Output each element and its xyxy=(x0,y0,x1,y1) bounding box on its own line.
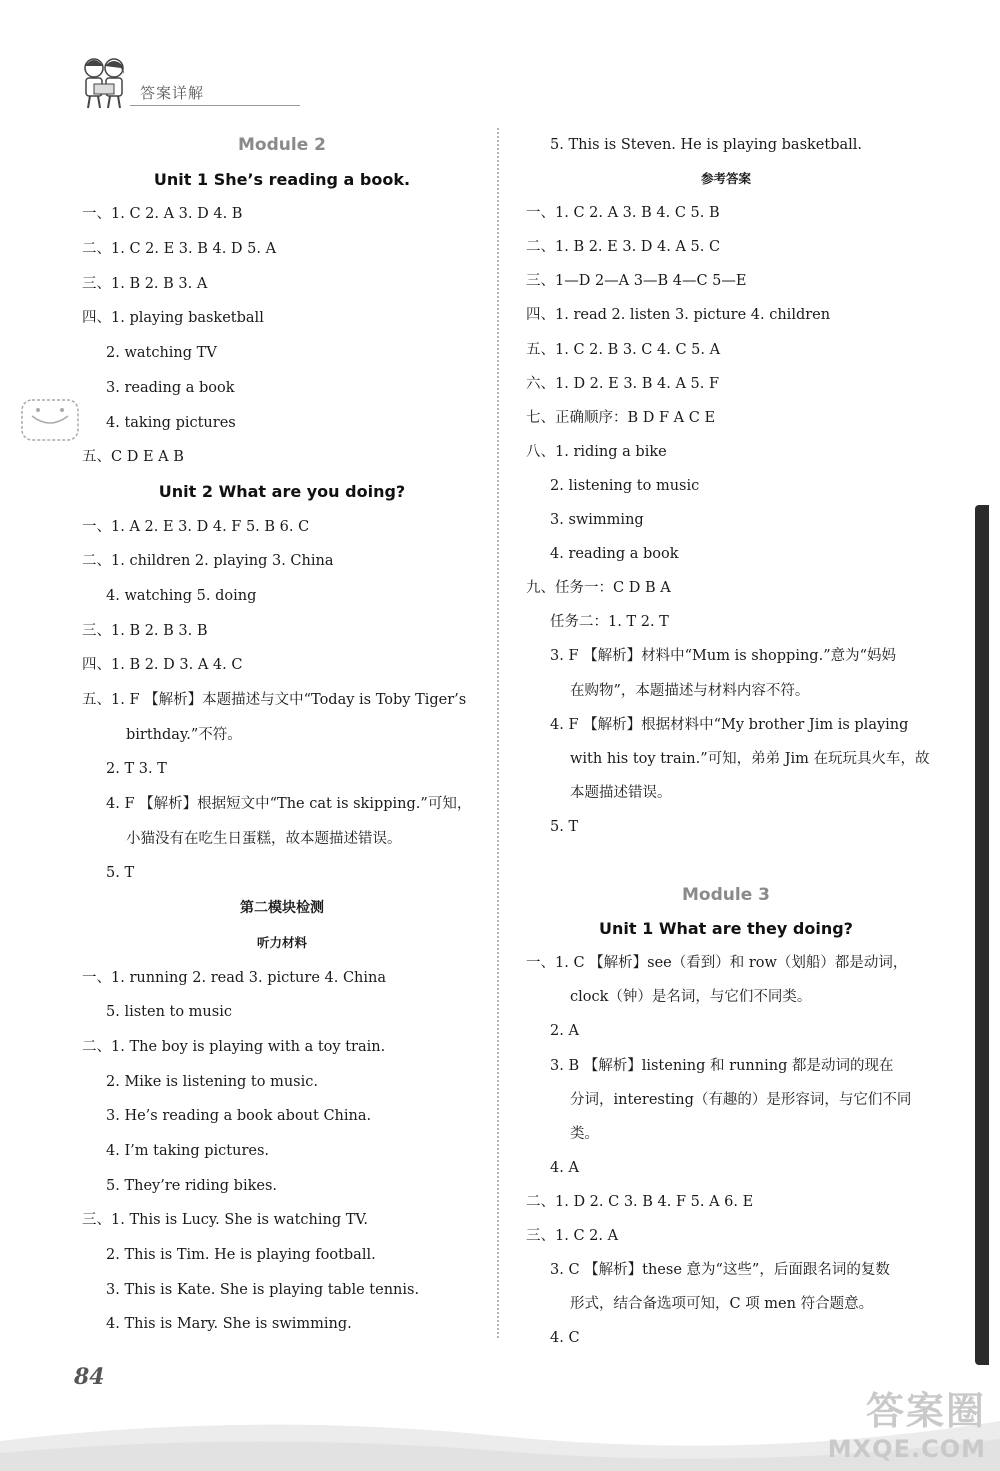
answer-line: 八、1. riding a bike xyxy=(526,443,667,460)
watermark-url: MXQE.COM xyxy=(827,1435,986,1463)
answer-line: 形式，结合备选项可知，C 项 men 符合题意。 xyxy=(570,1296,874,1313)
answer-line: 5. They’re riding bikes. xyxy=(106,1177,278,1194)
answer-line: 4. F 【解析】根据材料中“My brother Jim is playing xyxy=(550,716,909,733)
answer-line: 3. reading a book xyxy=(106,379,235,396)
answer-line: 本题描述错误。 xyxy=(570,784,672,801)
watermark-logo: 答案圈 xyxy=(865,1389,986,1433)
answer-line: 4. I’m taking pictures. xyxy=(106,1142,270,1159)
module-heading: Module 3 xyxy=(682,885,770,906)
answer-line: 4. taking pictures xyxy=(106,414,236,431)
section-heading: 第二模块检测 xyxy=(240,900,324,917)
answer-line: 3. This is Kate. She is playing table tennis. xyxy=(106,1281,420,1298)
answer-line: 小猫没有在吃生日蛋糕，故本题描述错误。 xyxy=(126,830,402,847)
header-title: 答案详解 xyxy=(140,84,205,102)
answer-line: 2. Mike is listening to music. xyxy=(106,1073,318,1090)
page-header xyxy=(70,48,270,108)
answer-line: 四、1. B 2. D 3. A 4. C xyxy=(82,657,243,674)
unit-heading: Unit 1 She’s reading a book. xyxy=(153,169,411,189)
answer-line: 5. T xyxy=(106,865,135,882)
answer-line: 3. B 【解析】listening 和 running 都是动词的现在 xyxy=(550,1057,894,1074)
answer-line: 3. C 【解析】these 意为“这些”，后面跟名词的复数 xyxy=(550,1262,890,1279)
section-heading: 听力材料 xyxy=(256,934,307,950)
answer-line: with his toy train.”可知，弟弟 Jim 在玩玩具火车，故 xyxy=(570,750,930,767)
answer-line: 二、1. children 2. playing 3. China xyxy=(82,553,334,570)
answer-line: 5. T xyxy=(550,818,579,835)
unit-heading: Unit 1 What are they doing? xyxy=(599,919,853,939)
header-rule xyxy=(130,105,300,106)
answer-line: 二、1. B 2. E 3. D 4. A 5. C xyxy=(526,239,721,256)
answer-line: 一、1. C 【解析】see（看到）和 row（划船）都是动词， xyxy=(526,955,908,972)
answer-line: 2. A xyxy=(550,1023,579,1040)
unit-heading: Unit 2 What are you doing? xyxy=(158,481,406,501)
answer-line: 4. C xyxy=(550,1330,580,1347)
answer-line: 五、1. C 2. B 3. C 4. C 5. A xyxy=(526,341,721,358)
answer-line: 在购物”，本题描述与材料内容不符。 xyxy=(570,682,810,699)
answer-line: 五、C D E A B xyxy=(82,449,184,466)
answer-line: 5. This is Steven. He is playing basketball. xyxy=(550,137,863,153)
spacer xyxy=(526,844,926,878)
answer-line: 3. swimming xyxy=(550,512,644,529)
answer-line: 任务二：1. T 2. T xyxy=(550,614,669,631)
kids-reading-icon xyxy=(76,54,132,110)
answer-line: 3. He’s reading a book about China. xyxy=(106,1108,372,1125)
answer-line: 三、1—D 2—A 3—B 4—C 5—E xyxy=(526,273,747,290)
answer-line: 二、1. D 2. C 3. B 4. F 5. A 6. E xyxy=(526,1193,754,1210)
answer-line: 5. listen to music xyxy=(106,1004,232,1021)
column-divider xyxy=(497,128,499,1338)
answer-line: 一、1. running 2. read 3. picture 4. China xyxy=(82,969,387,986)
section-heading: 参考答案 xyxy=(700,171,751,187)
answer-line: 2. watching TV xyxy=(106,345,217,362)
answer-line: 一、1. C 2. A 3. D 4. B xyxy=(82,206,243,223)
answer-line: 一、1. C 2. A 3. B 4. C 5. B xyxy=(526,205,720,222)
answer-line: clock（钟）是名词，与它们不同类。 xyxy=(570,989,812,1006)
page-number: 84 xyxy=(74,1364,105,1390)
answer-line: birthday.”不符。 xyxy=(126,726,242,743)
answer-line: 4. F 【解析】根据短文中“The cat is skipping.”可知， xyxy=(106,796,472,813)
site-watermark xyxy=(828,1380,986,1463)
answer-line: 二、1. The boy is playing with a toy train. xyxy=(82,1038,386,1055)
answer-line: 分词，interesting（有趣的）是形容词，与它们不同 xyxy=(570,1091,912,1108)
answer-line: 4. A xyxy=(550,1159,579,1176)
answer-line: 三、1. This is Lucy. She is watching TV. xyxy=(82,1212,368,1229)
page-edge-shadow xyxy=(975,505,989,1365)
answer-line: 三、1. B 2. B 3. A xyxy=(82,275,208,292)
answer-line: 三、1. C 2. A xyxy=(526,1228,619,1244)
left-column xyxy=(82,128,482,1342)
answer-line: 3. F 【解析】材料中“Mum is shopping.”意为“妈妈 xyxy=(550,648,897,665)
right-column xyxy=(526,128,930,1355)
smiley-stamp-icon xyxy=(20,396,82,446)
answer-line: 七、正确顺序：B D F A C E xyxy=(526,409,716,426)
answer-line: 五、1. F 【解析】本题描述与文中“Today is Toby Tiger’s xyxy=(82,692,467,708)
answer-line: 类。 xyxy=(570,1125,599,1142)
answer-line: 四、1. playing basketball xyxy=(82,310,264,327)
answer-line: 2. T 3. T xyxy=(106,761,167,778)
answer-line: 4. watching 5. doing xyxy=(106,587,257,604)
answer-line: 一、1. A 2. E 3. D 4. F 5. B 6. C xyxy=(82,518,310,535)
answer-line: 三、1. B 2. B 3. B xyxy=(82,622,208,639)
answer-line: 4. This is Mary. She is swimming. xyxy=(106,1316,352,1333)
answer-line: 二、1. C 2. E 3. B 4. D 5. A xyxy=(82,241,277,258)
answer-line: 2. This is Tim. He is playing football. xyxy=(106,1247,376,1263)
answer-line: 4. reading a book xyxy=(550,546,679,563)
module-heading: Module 2 xyxy=(238,135,326,155)
answer-line: 2. listening to music xyxy=(550,477,700,494)
answer-line: 九、任务一：C D B A xyxy=(526,580,671,597)
answer-line: 六、1. D 2. E 3. B 4. A 5. F xyxy=(526,375,720,392)
answer-line: 四、1. read 2. listen 3. picture 4. children xyxy=(526,307,831,324)
